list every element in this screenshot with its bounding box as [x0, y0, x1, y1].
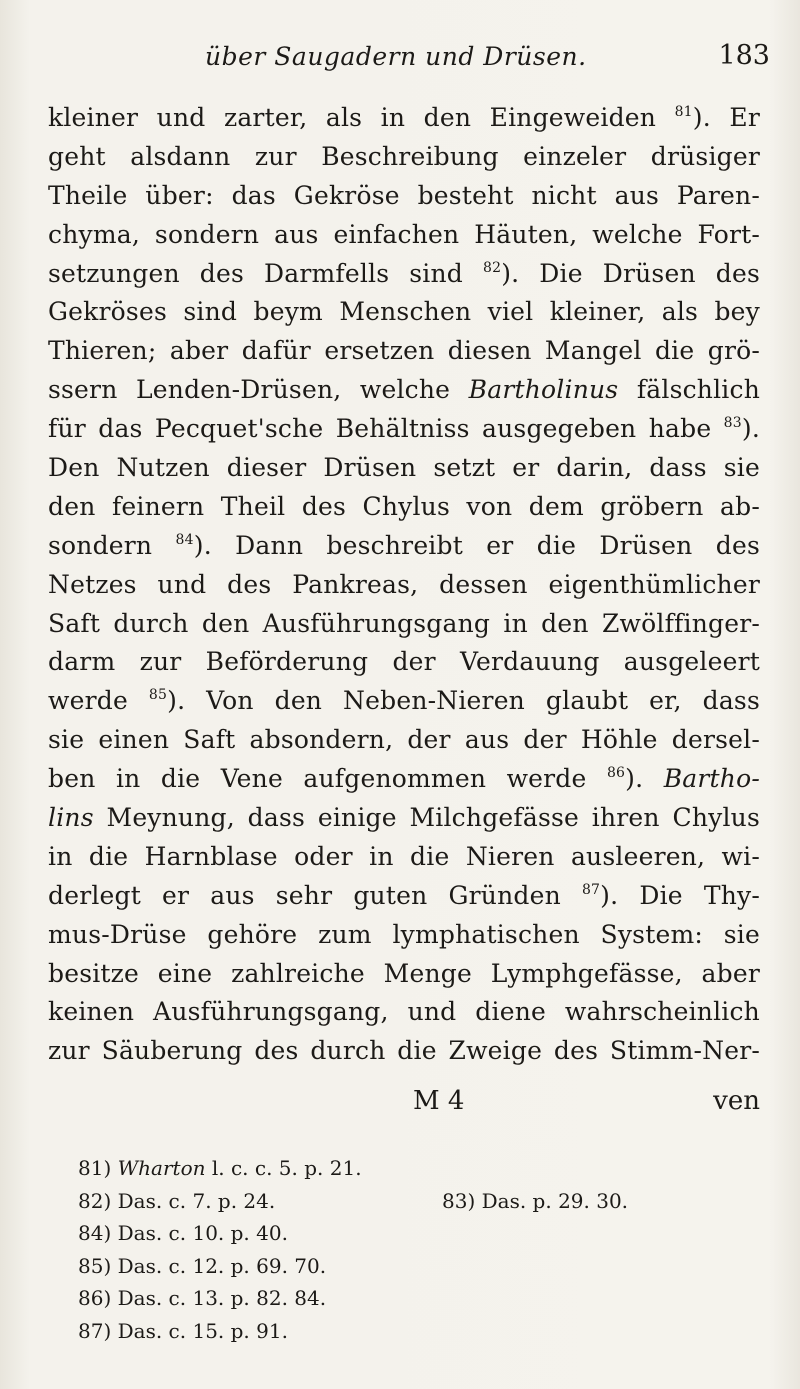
footnote-text: 84) Das. c. 10. p. 40.: [78, 1221, 288, 1246]
text-line: [48, 955, 760, 994]
text-line: [48, 216, 760, 255]
footnote: [78, 1217, 738, 1250]
italic-name: Bartho-: [663, 764, 760, 794]
footnotes: [78, 1152, 738, 1348]
text-run: Den Nutzen dieser Drüsen setzt er darin, dass sie: [48, 453, 760, 483]
text-line: [48, 916, 760, 955]
text-line: [48, 1032, 760, 1071]
text-run: in die Harnblase oder in die Nieren ausleeren, wi-: [48, 841, 760, 871]
text-run: sondern: [48, 530, 176, 560]
text-run: mus-Drüse gehöre zum lymphatischen System: sie: [48, 919, 760, 949]
text-run: Theile über: das Gekröse besteht nicht aus Paren-: [48, 180, 760, 210]
text-line: [48, 138, 760, 177]
text-run: kleiner und zarter, als in den Eingeweiden: [48, 103, 675, 132]
text-line: [48, 449, 760, 488]
text-line: [48, 332, 760, 371]
text-run: keinen Ausführungsgang, und diene wahrscheinlich: [48, 997, 760, 1027]
text-run: chyma, sondern aus einfachen Häuten, welche Fort-: [48, 219, 760, 249]
italic-name: Bartholinus: [468, 375, 619, 405]
text-run: Gekröses sind beym Menschen viel kleiner, als bey: [48, 297, 760, 327]
text-run: Thieren; aber dafür ersetzen diesen Mangel die grö-: [48, 336, 760, 366]
text-line: [48, 799, 760, 838]
footnote: [78, 1315, 738, 1348]
footnote-ref: 83: [723, 415, 742, 432]
text-line: [48, 643, 760, 682]
text-run: geht alsdann zur Beschreibung einzeler drüsiger: [48, 141, 760, 171]
text-line: [48, 255, 760, 294]
footnote-text: 81): [78, 1156, 118, 1180]
footnote-ref: 82: [482, 259, 502, 276]
text-line: [48, 488, 760, 527]
text-run: Netzes und des Pankreas, dessen eigenthümlicher: [48, 569, 760, 599]
text-line: [48, 760, 760, 799]
text-run: werde: [48, 686, 149, 716]
footnote-ref: 86: [606, 765, 626, 782]
text-run: ). Die Thy-: [600, 880, 760, 910]
text-run: ben in die Vene aufgenommen werde: [48, 764, 607, 794]
text-run: ).: [741, 414, 760, 444]
footnote: [78, 1152, 738, 1185]
text-line: [48, 99, 760, 138]
footnote-text: 87) Das. c. 15. p. 91.: [78, 1318, 288, 1343]
body-text: [48, 99, 760, 1071]
footnote-text: 86) Das. c. 13. p. 82. 84.: [78, 1286, 327, 1311]
text-run: ssern Lenden-Drüsen, welche: [48, 375, 469, 405]
text-run: den feinern Theil des Chylus von dem gröbern ab-: [48, 491, 760, 521]
text-line: [48, 838, 760, 877]
italic-name: lins: [48, 803, 94, 833]
text-run: setzungen des Darmfells sind: [48, 258, 483, 288]
catchline: [48, 1086, 760, 1126]
text-run: ). Er: [692, 103, 760, 132]
page-number: 183: [718, 40, 770, 71]
footnote-text: l. c. c. 5. p. 21.: [205, 1156, 362, 1180]
footnote-ref: 87: [581, 881, 601, 898]
text-run: zur Säuberung des durch die Zweige des Stimm-Ner-: [48, 1036, 760, 1066]
text-run: besitze eine zahlreiche Menge Lymphgefässe, aber: [48, 958, 760, 988]
text-line: [48, 605, 760, 644]
text-line: [48, 410, 760, 449]
text-line: [48, 877, 760, 916]
footnote-text: 82) Das. c. 7. p. 24.: [78, 1188, 276, 1213]
footnote: [78, 1282, 738, 1315]
footnote-ref: 85: [148, 687, 168, 704]
text-line: [48, 177, 760, 216]
footnote: [78, 1250, 738, 1283]
footnote-ref: 81: [674, 104, 693, 120]
footnote: [78, 1185, 738, 1218]
text-run: Saft durch den Ausführungsgang in den Zwölffinger-: [48, 608, 760, 638]
text-run: sie einen Saft absondern, der aus der Höhle dersel-: [48, 725, 760, 755]
italic-name: Wharton: [117, 1156, 206, 1180]
text-run: Meynung, dass einige Milchgefässe ihren Chylus: [93, 803, 760, 833]
text-line: [48, 993, 760, 1032]
text-run: ). Dann beschreibt er die Drüsen des: [193, 530, 760, 560]
text-run: ).: [625, 764, 664, 794]
text-run: darm zur Beförderung der Verdauung ausgeleert: [48, 647, 760, 677]
text-line: [48, 371, 760, 410]
footnote-text: 85) Das. c. 12. p. 69. 70.: [78, 1253, 327, 1278]
text-line: [48, 682, 760, 721]
text-line: [48, 566, 760, 605]
text-run: derlegt er aus sehr guten Gründen: [48, 880, 582, 910]
text-line: [48, 293, 760, 332]
catchword: ven: [713, 1086, 760, 1116]
footnote-text: 83) Das. p. 29. 30.: [442, 1188, 629, 1213]
text-run: für das Pecquet'sche Behältniss ausgegeben habe: [48, 414, 724, 444]
text-run: ). Von den Neben-Nieren glaubt er, dass: [167, 686, 760, 716]
page-header: [205, 42, 770, 82]
footnote-ref: 84: [175, 531, 194, 548]
text-line: [48, 527, 760, 566]
running-title: über Saugadern und Drüsen.: [205, 42, 587, 71]
text-run: ). Die Drüsen des: [501, 258, 760, 288]
signature-mark: M 4: [413, 1086, 465, 1116]
text-run: fälschlich: [618, 375, 760, 405]
text-line: [48, 721, 760, 760]
